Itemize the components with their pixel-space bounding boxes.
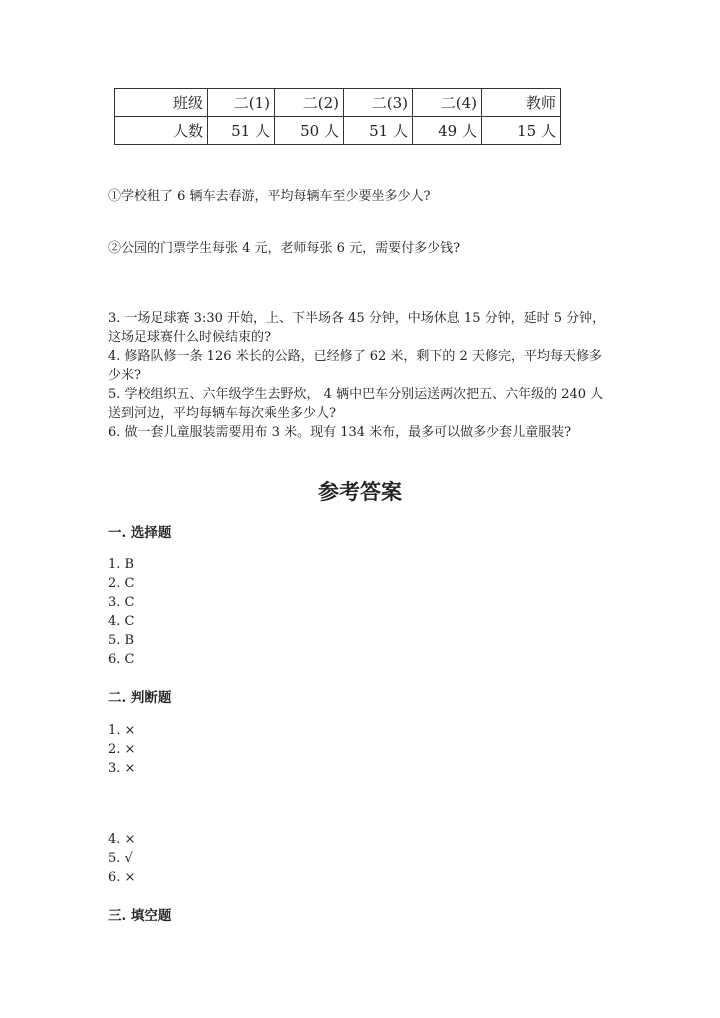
table-cell: 15 人 xyxy=(482,117,561,145)
table-cell: 49 人 xyxy=(413,117,482,145)
answer-list-judge-a xyxy=(108,721,135,778)
answer-item: 6. C xyxy=(108,652,135,667)
problem-item: 3. 一场足球赛 3:30 开始，上、下半场各 45 分钟，中场休息 15 分钟，延时 5 分钟，这场足球赛什么时候结束的? xyxy=(108,311,606,345)
answer-item: 3. C xyxy=(108,595,135,610)
table-row xyxy=(115,117,561,145)
question-2: ②公园的门票学生每张 4 元，老师每张 6 元，需要付多少钱? xyxy=(108,241,461,256)
table-cell: 人数 xyxy=(115,117,208,145)
section-title-choice: 一. 选择题 xyxy=(108,525,172,541)
table-cell: 二(2) xyxy=(275,89,344,117)
section-title-judge: 二. 判断题 xyxy=(108,690,172,706)
table-cell: 教师 xyxy=(482,89,561,117)
table-cell: 班级 xyxy=(115,89,208,117)
data-table xyxy=(114,88,561,145)
problem-list xyxy=(108,309,613,442)
answer-item: 5. √ xyxy=(108,851,133,866)
question-1: ①学校租了 6 辆车去春游，平均每辆车至少要坐多少人? xyxy=(108,189,431,204)
problem-item: 5. 学校组织五、六年级学生去野炊， 4 辆中巴车分别运送两次把五、六年级的 240 人送到河边，平均每辆车每次乘坐多少人? xyxy=(108,387,604,421)
answer-item: 1. × xyxy=(108,723,136,738)
table-cell: 50 人 xyxy=(275,117,344,145)
answer-item: 1. B xyxy=(108,557,135,572)
table-header-row xyxy=(115,89,561,117)
table-cell: 二(3) xyxy=(344,89,413,117)
answer-item: 2. × xyxy=(108,742,136,757)
answer-item: 3. × xyxy=(108,761,136,776)
answer-title: 参考答案 xyxy=(318,479,402,504)
problem-item: 6. 做一套儿童服装需要用布 3 米。现有 134 米布，最多可以做多少套儿童服装? xyxy=(108,425,572,440)
answer-list-choice xyxy=(108,555,134,669)
section-title-fill: 三. 填空题 xyxy=(108,908,172,924)
table-cell: 51 人 xyxy=(344,117,413,145)
answer-item: 4. × xyxy=(108,832,136,847)
answer-item: 5. B xyxy=(108,633,135,648)
table-cell: 51 人 xyxy=(208,117,275,145)
answer-item: 2. C xyxy=(108,576,135,591)
table-cell: 二(4) xyxy=(413,89,482,117)
answer-item: 4. C xyxy=(108,614,135,629)
table-cell: 二(1) xyxy=(208,89,275,117)
answer-item: 6. × xyxy=(108,870,136,885)
problem-item: 4. 修路队修一条 126 米长的公路，已经修了 62 米，剩下的 2 天修完，平均每天修多少米? xyxy=(108,349,602,383)
answer-list-judge-b xyxy=(108,830,135,887)
